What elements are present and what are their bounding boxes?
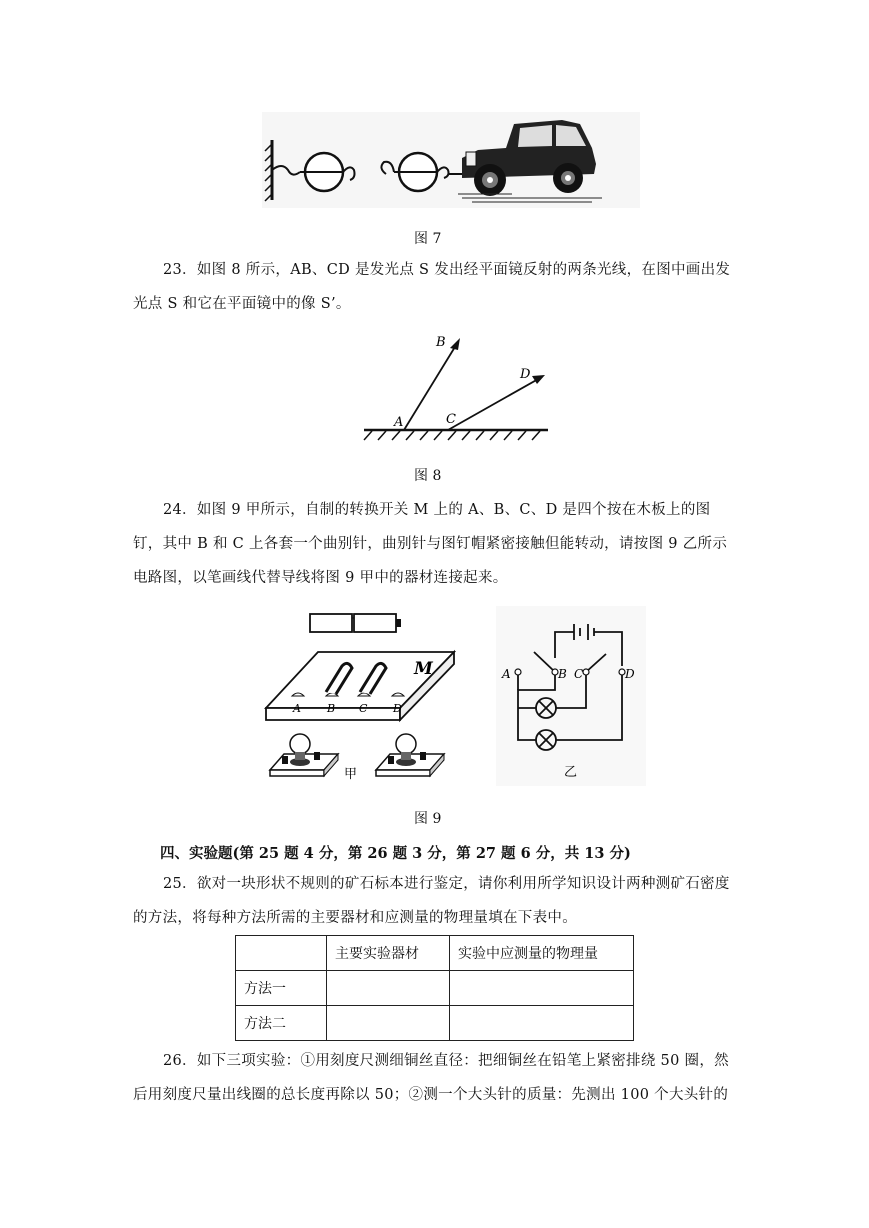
table-header-cell bbox=[236, 936, 327, 971]
table-row bbox=[236, 971, 634, 1006]
table-cell bbox=[327, 971, 450, 1006]
battery-icon bbox=[310, 614, 401, 632]
label-b: B bbox=[436, 335, 446, 350]
label-d: D bbox=[520, 367, 531, 382]
figure-9-caption: 图 9 bbox=[414, 811, 442, 827]
circuit-label-d: D bbox=[625, 667, 635, 681]
table-cell: 方法一 bbox=[236, 971, 327, 1006]
question-23-text: 23．如图 8 所示，AB、CD 是发光点 S 发出经平面镜反射的两条光线，在图中画出发光点 S 和它在平面镜中的像 S’。 bbox=[133, 262, 731, 312]
table-cell bbox=[450, 1006, 634, 1041]
bulb-holder-1-icon bbox=[270, 734, 338, 776]
methods-table bbox=[235, 935, 634, 1041]
question-25 bbox=[133, 867, 738, 935]
circuit-label-a: A bbox=[502, 667, 511, 681]
table-header-cell: 主要实验器材 bbox=[327, 936, 450, 971]
part-a-label: 甲 bbox=[344, 767, 358, 782]
figure-7 bbox=[262, 112, 640, 208]
question-26 bbox=[133, 1044, 738, 1112]
question-25-text: 25．欲对一块形状不规则的矿石标本进行鉴定，请你利用所学知识设计两种测矿石密度的方法，将每种方法所需的主要器材和应测量的物理量填在下表中。 bbox=[133, 876, 730, 926]
section-4-heading: 四、实验题(第 25 题 4 分，第 26 题 3 分，第 27 题 6 分，共 13 分) bbox=[160, 845, 631, 862]
pin-label-a: A bbox=[293, 702, 301, 715]
table-header-row bbox=[236, 936, 634, 971]
table-cell bbox=[327, 1006, 450, 1041]
figure-9-part-b bbox=[496, 606, 646, 786]
pin-label-c: C bbox=[359, 702, 368, 715]
question-24 bbox=[133, 493, 738, 595]
pin-label-d: D bbox=[393, 702, 402, 715]
question-24-text: 24．如图 9 甲所示，自制的转换开关 M 上的 A、B、C、D 是四个按在木板上的图钉，其中 B 和 C 上各套一个曲别针，曲别针与图钉帽紧密接触但能转动，请按图 9 乙所示电路图，以笔画线代替导线将图 9 甲中的器材连接起来。 bbox=[133, 502, 728, 586]
table-header-cell: 实验中应测量的物理量 bbox=[450, 936, 634, 971]
bulb-holder-2-icon bbox=[376, 734, 444, 776]
table-cell: 方法二 bbox=[236, 1006, 327, 1041]
board-label: M bbox=[414, 659, 433, 679]
figure-9-part-a bbox=[264, 606, 464, 792]
question-23 bbox=[133, 253, 738, 321]
circuit-label-c: C bbox=[574, 667, 584, 681]
switch-board bbox=[266, 652, 454, 720]
figure-8-caption: 图 8 bbox=[414, 468, 442, 484]
part-b-label: 乙 bbox=[564, 765, 578, 780]
table-cell bbox=[450, 971, 634, 1006]
label-c: C bbox=[446, 412, 456, 427]
pin-label-b: B bbox=[327, 702, 336, 715]
table-row bbox=[236, 1006, 634, 1041]
circuit-label-b: B bbox=[558, 667, 567, 681]
figure-8 bbox=[354, 326, 554, 446]
figure-7-caption: 图 7 bbox=[414, 231, 442, 247]
question-26-text: 26．如下三项实验：①用刻度尺测细铜丝直径：把细铜丝在铅笔上紧密排绕 50 圈，然后用刻度尺量出线圈的总长度再除以 50；②测一个大头针的质量：先测出 100 个大头针的 bbox=[133, 1053, 729, 1103]
label-a: A bbox=[394, 415, 404, 430]
